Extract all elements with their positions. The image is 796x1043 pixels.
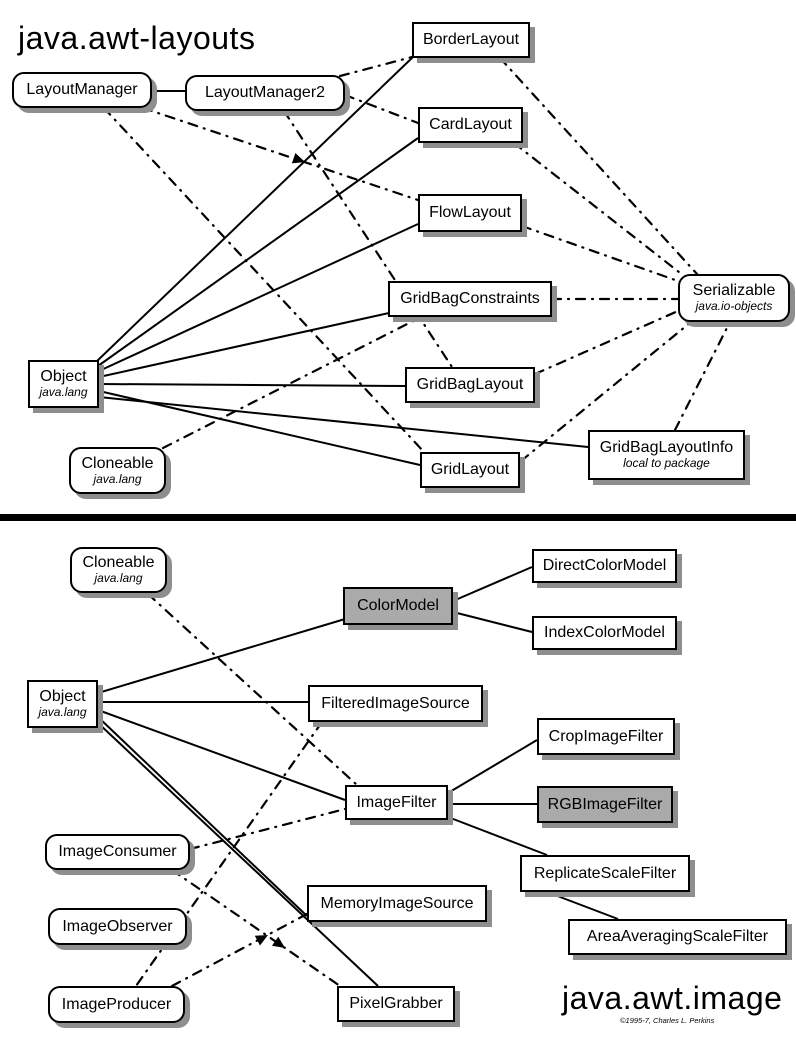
node-label: IndexColorModel xyxy=(544,624,665,642)
edge-gridbaglayout-serializable xyxy=(535,311,678,374)
node-object-layouts xyxy=(28,360,99,408)
node-label: Serializable xyxy=(692,282,776,300)
edge-layoutmanager-flowlayout xyxy=(143,108,418,200)
edge-object-memoryimagesource xyxy=(98,717,307,916)
edge-object-gridbaglayoutinfo xyxy=(99,397,588,447)
node-label: ImageConsumer xyxy=(58,843,177,861)
edge-colormodel-directcolormodel xyxy=(453,567,532,601)
node-label: ImageObserver xyxy=(62,917,173,935)
node-borderlayout xyxy=(412,22,530,58)
diagram-title-image: java.awt.image xyxy=(562,980,783,1016)
node-cardlayout xyxy=(418,107,523,143)
node-label: Cloneable xyxy=(82,554,155,572)
node-sublabel: java.io-objects xyxy=(695,299,773,314)
node-label: LayoutManager2 xyxy=(204,84,326,102)
node-label: CardLayout xyxy=(429,116,512,134)
node-label: GridBagConstraints xyxy=(400,290,540,308)
node-sublabel: java.lang xyxy=(93,471,142,486)
diagram-title-layouts: java.awt-layouts xyxy=(18,20,256,56)
edge-object-flowlayout xyxy=(99,224,418,371)
edge-imageconsumer-imagefilter xyxy=(190,809,345,849)
node-label: ImageFilter xyxy=(356,793,437,811)
edge-flowlayout-serializable xyxy=(522,226,678,281)
node-layoutmanager xyxy=(12,72,152,108)
node-sublabel: java.lang xyxy=(38,705,87,720)
node-label: GridBagLayoutInfo xyxy=(599,439,734,457)
edge-object-cardlayout xyxy=(98,138,418,366)
edge-imagefilter-cropimagefilter xyxy=(448,740,537,793)
node-serializable xyxy=(678,274,790,322)
edge-object-gridbaglayout xyxy=(99,384,405,386)
node-label: AreaAveragingScaleFilter xyxy=(586,928,769,946)
node-cloneable-layouts xyxy=(69,447,166,494)
node-label: FilteredImageSource xyxy=(321,694,470,712)
edge-layoutmanager2-cardlayout xyxy=(345,95,418,123)
node-label: LayoutManager xyxy=(26,81,138,99)
node-label: GridLayout xyxy=(430,461,510,479)
node-sublabel: java.lang xyxy=(39,385,88,400)
node-replicatescalefilter xyxy=(520,855,690,892)
node-object-image xyxy=(27,680,98,728)
copyright-text: ©1995-7, Charles L. Perkins xyxy=(620,1016,715,1025)
node-flowlayout xyxy=(418,194,522,232)
edge-object-colormodel xyxy=(98,619,345,693)
node-label: BorderLayout xyxy=(422,31,520,49)
node-label: RGBImageFilter xyxy=(547,795,663,813)
edge-memoryimagesource-imageproducer xyxy=(172,914,307,986)
node-gridbagconstraints xyxy=(388,281,552,317)
separator-bar xyxy=(0,514,796,521)
edge-borderlayout-serializable xyxy=(500,58,697,274)
edge-gridbaglayoutinfo-serializable xyxy=(675,322,730,430)
node-sublabel: local to package xyxy=(623,456,710,471)
node-label: GridBagLayout xyxy=(416,376,524,394)
node-sublabel: java.lang xyxy=(94,571,143,586)
node-label: PixelGrabber xyxy=(349,995,443,1013)
edge-cloneable-gridbagconstraints xyxy=(163,317,421,448)
node-directcolormodel xyxy=(532,549,677,583)
node-colormodel xyxy=(343,587,453,625)
node-areaaveragingscalefilter xyxy=(568,919,787,955)
node-imageconsumer xyxy=(45,834,190,870)
node-memoryimagesource xyxy=(307,885,487,922)
node-gridbaglayout xyxy=(405,367,535,403)
node-gridbaglayoutinfo xyxy=(588,430,745,480)
node-imagefilter xyxy=(345,785,448,820)
edge-cardlayout-serializable xyxy=(514,143,684,276)
node-layoutmanager2 xyxy=(185,75,345,111)
node-label: Object xyxy=(40,368,87,386)
node-filteredimagesource xyxy=(308,685,483,722)
node-label: ColorModel xyxy=(357,597,439,615)
edge-layoutmanager2-borderlayout xyxy=(340,57,412,76)
node-label: Cloneable xyxy=(81,454,154,472)
edge-layoutmanager2-gridbaglayout xyxy=(284,111,452,367)
node-label: MemoryImageSource xyxy=(320,894,474,912)
node-imageobserver xyxy=(48,908,187,945)
edge-object-imagefilter xyxy=(98,710,345,800)
node-cropimagefilter xyxy=(537,718,675,755)
node-label: ReplicateScaleFilter xyxy=(533,864,677,882)
edge-object-gridbagconstraints xyxy=(99,313,389,377)
edge-colormodel-indexcolormodel xyxy=(453,612,532,632)
edge-replicatescalefilter-areaaveragingscalefilter xyxy=(547,892,618,919)
node-rgbimagefilter xyxy=(537,786,673,823)
arrowhead xyxy=(255,930,271,945)
node-label: FlowLayout xyxy=(429,204,511,222)
node-gridlayout xyxy=(420,452,520,488)
node-label: Object xyxy=(39,688,86,706)
node-label: CropImageFilter xyxy=(548,727,664,745)
node-pixelgrabber xyxy=(337,986,455,1022)
node-label: DirectColorModel xyxy=(542,557,667,575)
node-indexcolormodel xyxy=(532,616,677,650)
edge-imagefilter-replicatescalefilter xyxy=(448,817,547,855)
arrowhead xyxy=(272,937,288,953)
edge-layoutmanager-gridlayout xyxy=(104,108,424,452)
node-label: ImageProducer xyxy=(61,995,172,1013)
node-imageproducer xyxy=(48,986,185,1023)
node-cloneable-image xyxy=(70,547,167,593)
